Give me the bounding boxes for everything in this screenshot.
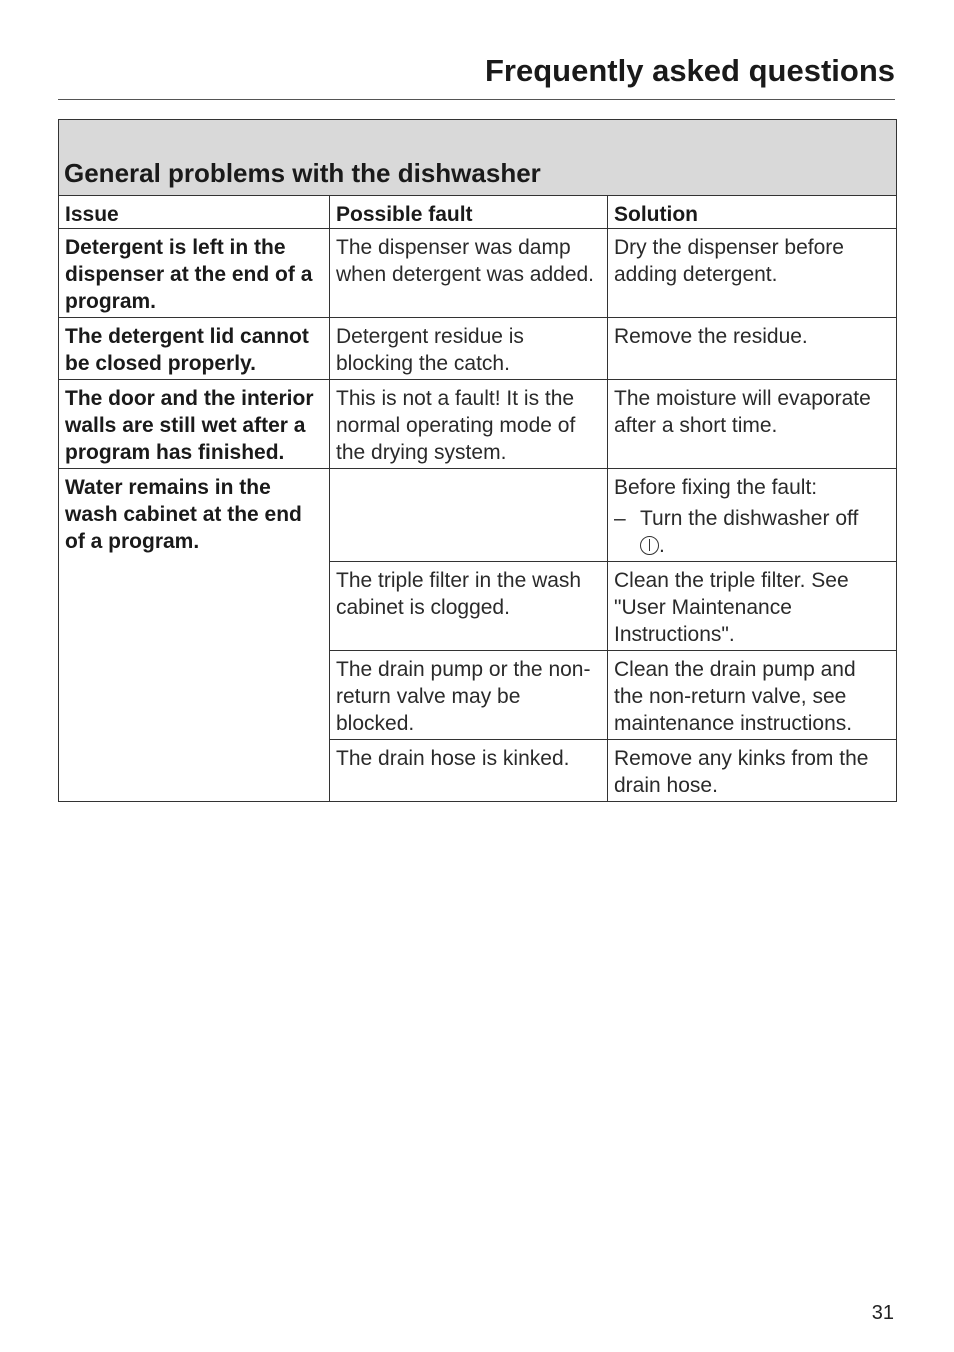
fault-cell: Detergent residue is blocking the catch. (330, 318, 608, 380)
page-number: 31 (871, 1302, 894, 1324)
fault-cell: The dispenser was damp when detergent was added. (330, 229, 608, 318)
power-off-icon (640, 536, 659, 555)
dash-marker: – (614, 507, 626, 530)
table-row (59, 380, 897, 469)
column-header-fault: Possible fault (330, 196, 608, 229)
solution-cell: Clean the triple filter. See "User Maintenance Instructions". (608, 562, 897, 651)
page-title: Frequently asked questions (58, 52, 895, 100)
fault-cell: This is not a fault! It is the normal operating mode of the drying system. (330, 380, 608, 469)
issue-cell: Water remains in the wash cabinet at the end of a program. (59, 469, 330, 802)
step-label: Turn the dishwasher off (640, 507, 859, 530)
table-row (59, 318, 897, 380)
fault-cell: The triple filter in the wash cabinet is clogged. (330, 562, 608, 651)
table-row (59, 229, 897, 318)
solution-cell: Remove any kinks from the drain hose. (608, 740, 897, 802)
table-row (59, 469, 897, 562)
issue-cell: The detergent lid cannot be closed properly. (59, 318, 330, 380)
solution-cell: Dry the dispenser before adding detergent. (608, 229, 897, 318)
issue-cell: The door and the interior walls are still wet after a program has finished. (59, 380, 330, 469)
solution-cell: Clean the drain pump and the non-return valve, see maintenance instructions. (608, 651, 897, 740)
column-header-row (59, 196, 897, 229)
step-end: . (659, 534, 665, 557)
faq-table (58, 119, 897, 802)
solution-cell: Remove the residue. (608, 318, 897, 380)
dash-step (614, 505, 890, 559)
solution-cell: The moisture will evaporate after a short time. (608, 380, 897, 469)
fault-cell: The drain hose is kinked. (330, 740, 608, 802)
column-header-issue: Issue (59, 196, 330, 229)
solution-intro: Before fixing the fault: (614, 476, 818, 499)
issue-cell: Detergent is left in the dispenser at the end of a program. (59, 229, 330, 318)
column-header-solution: Solution (608, 196, 897, 229)
solution-cell (608, 469, 897, 562)
fault-cell: The drain pump or the non-return valve may be blocked. (330, 651, 608, 740)
section-title: General problems with the dishwasher (59, 120, 897, 196)
fault-cell-empty (330, 469, 608, 562)
section-header-row (59, 120, 897, 196)
dash-step-text (640, 505, 858, 559)
